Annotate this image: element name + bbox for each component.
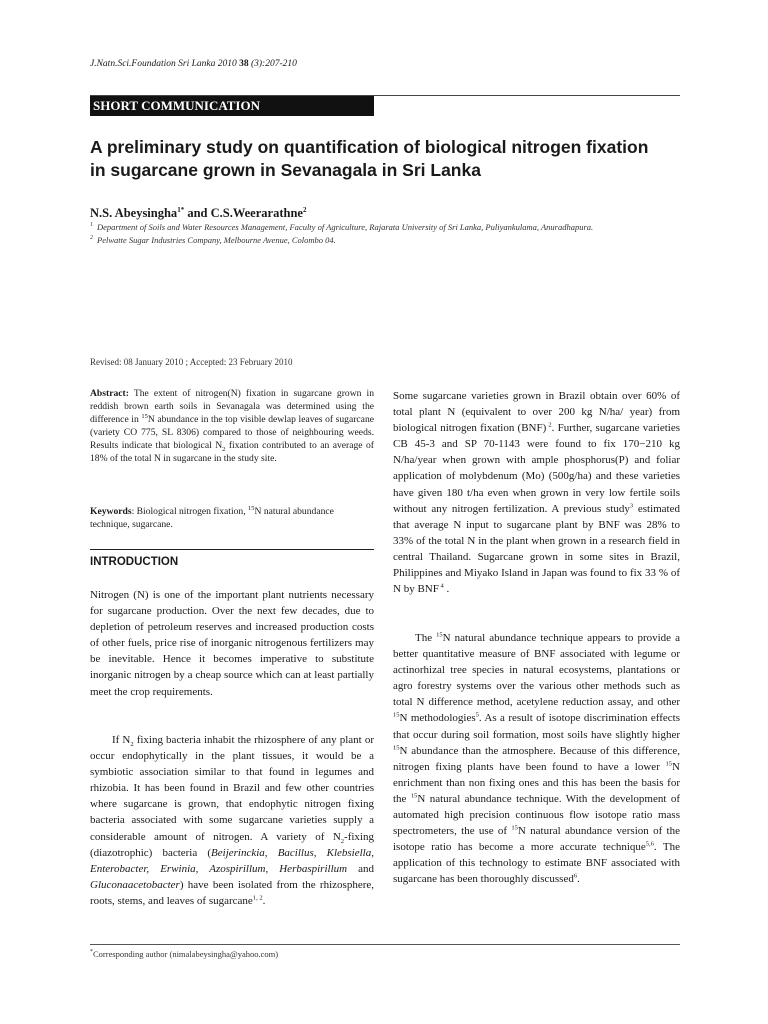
affiliation-1: $^1$ Department of Soils and Water Resources Management, Faculty of Agriculture, Rajarata University of Sri Lanka, Puliyankulama, Anuradhapura. [90,222,594,232]
intro-paragraph-2: If $N_2$ fixing bacteria inhabit the rhizosphere of any plant or occur endophytically in the plant tissues, it would be a symbiotic association similar to that found in legumes and rhizobia. It has been found in Brazil and few other countries where sugarcane is grown, that endophytic nitrogen fixing bacteria associated with some sugarcane varieties supply a considerable amount of nitrogen. A variety of $N_2$-fixing (diazotrophic) bacteria (Beijerinckia, Bacillus, Klebsiella, Enterobacter, Erwinia, Azospirillum, Herbaspirillum and Gluconaacetobacter) have been isolated from the rhizosphere, roots, stems, and leaves of sugarcane$^{1, 2}$. [90,734,374,907]
intro-paragraph-1: Nitrogen (N) is one of the important plant nutrients necessary for sugarcane production. Over the next few decades, due to depletion of petroleum reserves and increased production costs of other fuels, price rise of inorganic nitrogenous fertilizers may be inevitable. Hence it becomes imperative to substitute inorganic nitrogen by a cheap source which can at least partially meet the crop requirements. [90,589,374,698]
corresponding-author-footnote: *Corresponding author (nimalabeysingha@yahoo.com) [90,949,279,959]
right-paragraph-1: Some sugarcane varieties grown in Brazil obtain over 60% of total plant N (equivalent to over 200 kg N/ha/ year) from biological nitrogen fixation (BNF) $^2$. Further, sugarcane varieties CB 45-3 and SP 70-1143 were found to fix 170−210 kg N/ha/year when grown with ample phosphorus(P) and foliar application of molybdenum (Mo) (500g/ha) and these varieties have given 180 t/ha even when grown in very low fertile soils without any nitrogen fertilization. A previous study$^3$ estimated that average N input to sugarcane plant by BNF was 28% to 33% of the total N in the plant when grown in a research field in central Thailand. Sugarcane grown in some sites in Brazil, Philippines and Miyako Island in Japan was found to fix 33 % of N by BNF $^4$ . [393,390,680,596]
volume-number: 38 [239,59,249,69]
author-line: N.S. Abeysingha$^{1*}$ and C.S.Weerarathne$^2$ [90,205,307,220]
introduction-heading: INTRODUCTION [90,556,179,568]
journal-citation: J.Natn.Sci.Foundation Sri Lanka 2010 38 (3):207-210 [90,59,297,69]
article-title: A preliminary study on quantification of biological nitrogen fixation in sugarcane grown in Sevanagala in Sri Lanka [90,137,649,180]
affiliation-2: $^2$ Pelwatte Sugar Industries Company, Melbourne Avenue, Colombo 04. [90,235,336,245]
right-paragraph-2: The $^{15}$N natural abundance technique appears to provide a better quantitative measure of BNF associated with legume or actinorhizal tree species in natural ecosystems, plantations or agro forestry systems over the various other methods such as total N difference method, acetylene reduction assay, and other $^{15}$N methodologies$^5$. As a result of isotope discrimination effects that occur during soil formation, most soils have slightly higher $^{15}$N abundance than the atmosphere. Because of this difference, nitrogen fixing plants have been found to have a lower $^{15}$N enrichment than non fixing ones and this has been the basis for the $^{15}$N natural abundance technique. With the development of automated high precision continuous flow isotope ratio mass spectrometers, the use of $^{15}$N natural abundance version of the isotope ratio has become a more accurate technique$^{5,6}$. The application of this technology to estimate BNF associated with sugarcane has been thoroughly discussed$^6$. [393,631,680,886]
footnote-rule [90,944,680,945]
abstract: Abstract: The extent of nitrogen(N) fixation in sugarcane grown in reddish brown earth soils in Sevanagala was determined using the difference in $^{15}$N abundance in the top visible dewlap leaves of sugarcane (variety CO 775, SL 8306) compared to those of neighbouring weeds. Results indicate that biological $N_2$ fixation contributed to an average of 18% of the total N in sugarcane in the study site. [90,388,374,464]
bacteria-genera: Beijerinckia, Bacillus, Klebsiella, Enterobacter, Erwinia, Azospirillum, Herbaspirillum [90,846,374,875]
revision-dates: Revised: 08 January 2010 ; Accepted: 23 February 2010 [90,357,293,367]
keywords: Keywords: Biological nitrogen fixation, $^{15}$N natural abundance technique, sugarcane. [90,504,334,530]
section-banner: SHORT COMMUNICATION [90,96,374,116]
section-rule [90,549,374,550]
